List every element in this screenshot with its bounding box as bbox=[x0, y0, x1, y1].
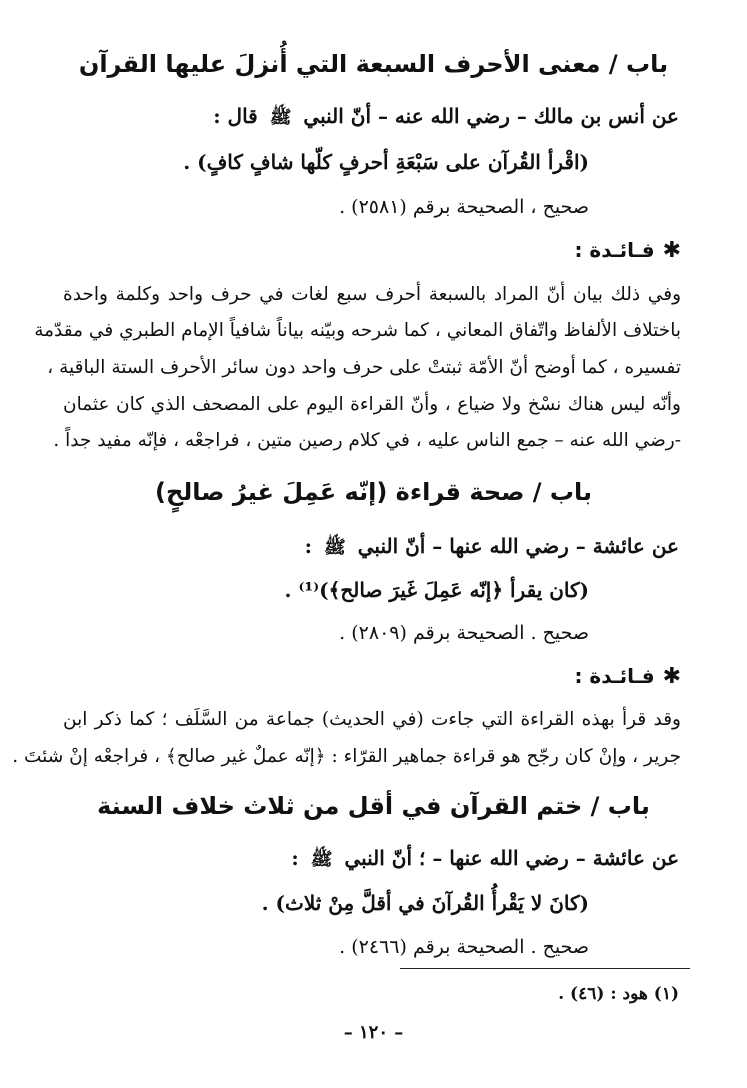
section-3-narration bbox=[291, 846, 679, 874]
section-3-grade: صحيح . الصحيحة برقم (٢٤٦٦) . bbox=[339, 936, 589, 958]
section-2-narration bbox=[305, 534, 679, 562]
section-1-note-line-1: وفي ذلك بيان أنّ المراد بالسبعة أحرف سبع لغات في حرف واحد وكلمة واحدة bbox=[63, 284, 681, 305]
section-2-note-line-1: وقد قرأ بهذه القراءة التي جاءت (في الحديث) جماعة من السَّلَف ؛ كما ذكر ابن bbox=[63, 709, 681, 730]
narration-text: عن عائشة – رضي الله عنها – أنّ النبي bbox=[357, 534, 679, 558]
narration-said: : bbox=[291, 846, 299, 870]
narration-said: قال : bbox=[213, 104, 258, 128]
section-1-note-line-4: وأنّه ليس هناك نسْخ ولا ضياع ، وأنّ القراءة اليوم على المصحف الذي كان عثمان bbox=[63, 394, 681, 415]
salla-mark-icon: ﷺ bbox=[269, 107, 292, 128]
narration-said: : bbox=[304, 534, 313, 558]
narration-text: عن أنس بن مالك – رضي الله عنه – أنّ النبي bbox=[303, 104, 679, 128]
footnote: (١) هود : (٤٦) . bbox=[558, 984, 679, 1004]
asterisk-icon: ✱ bbox=[662, 664, 681, 689]
section-2-heading: باب / صحة قراءة (إنّه عَمِلَ غيرُ صالحٍ) bbox=[154, 478, 592, 506]
note-label-text: فـائـدة : bbox=[574, 238, 655, 262]
section-1-narration bbox=[213, 104, 679, 132]
section-3-hadith: (كانَ لا يَقْرأُ القُرآنَ في أقلَّ مِنْ ثلاث) . bbox=[261, 891, 589, 915]
section-2-hadith: (كان يقرأ ﴿إنّه عَمِلَ غَيرَ صالح﴾)⁽¹⁾ . bbox=[284, 578, 589, 602]
narration-text: عن عائشة – رضي الله عنها – ؛ أنّ النبي bbox=[344, 846, 679, 870]
page-number: – ١٢٠ – bbox=[343, 1022, 404, 1043]
section-2-note-label bbox=[574, 664, 681, 689]
section-1-grade: صحيح ، الصحيحة برقم (٢٥٨١) . bbox=[339, 196, 589, 218]
footnote-divider bbox=[400, 968, 690, 969]
section-1-note-line-2: باختلاف الألفاظ واتّفاق المعاني ، كما شرحه وبيّنه بياناً شافياً الإمام الطبري في مقدّمة bbox=[34, 320, 681, 341]
salla-mark-icon: ﷺ bbox=[324, 537, 346, 558]
asterisk-icon: ✱ bbox=[662, 238, 681, 263]
section-2-note-line-2: جرير ، وإنْ كان رجّح هو قراءة جماهير القرّاء : ﴿إنّه عملٌ غير صالح﴾ ، فراجعْه إنْ شئتَ . bbox=[12, 746, 681, 767]
section-1-heading: باب / معنى الأحرف السبعة التي أُنزلَ عليها القرآن bbox=[78, 50, 669, 78]
section-2-grade: صحيح . الصحيحة برقم (٢٨٠٩) . bbox=[339, 622, 589, 644]
section-1-note-label bbox=[574, 238, 681, 263]
section-3-heading: باب / ختم القرآن في أقل من ثلاث خلاف السنة bbox=[97, 792, 650, 820]
salla-mark-icon: ﷺ bbox=[310, 849, 333, 870]
section-1-hadith: (اقْرأ القُرآن على سَبْعَةِ أحرفٍ كلّها شافٍ كافٍ) . bbox=[183, 150, 589, 174]
section-1-note-line-3: تفسيره ، كما أوضح أنّ الأمّة ثبتتْ على حرف واحد دون سائر الأحرف الستة الباقية ، bbox=[47, 357, 681, 378]
section-1-note-line-5: -رضي الله عنه – جمع الناس عليه ، في كلام رصين متين ، فراجعْه ، فإنّه مفيد جداً . bbox=[53, 430, 681, 451]
note-label-text: فـائـدة : bbox=[574, 664, 655, 688]
